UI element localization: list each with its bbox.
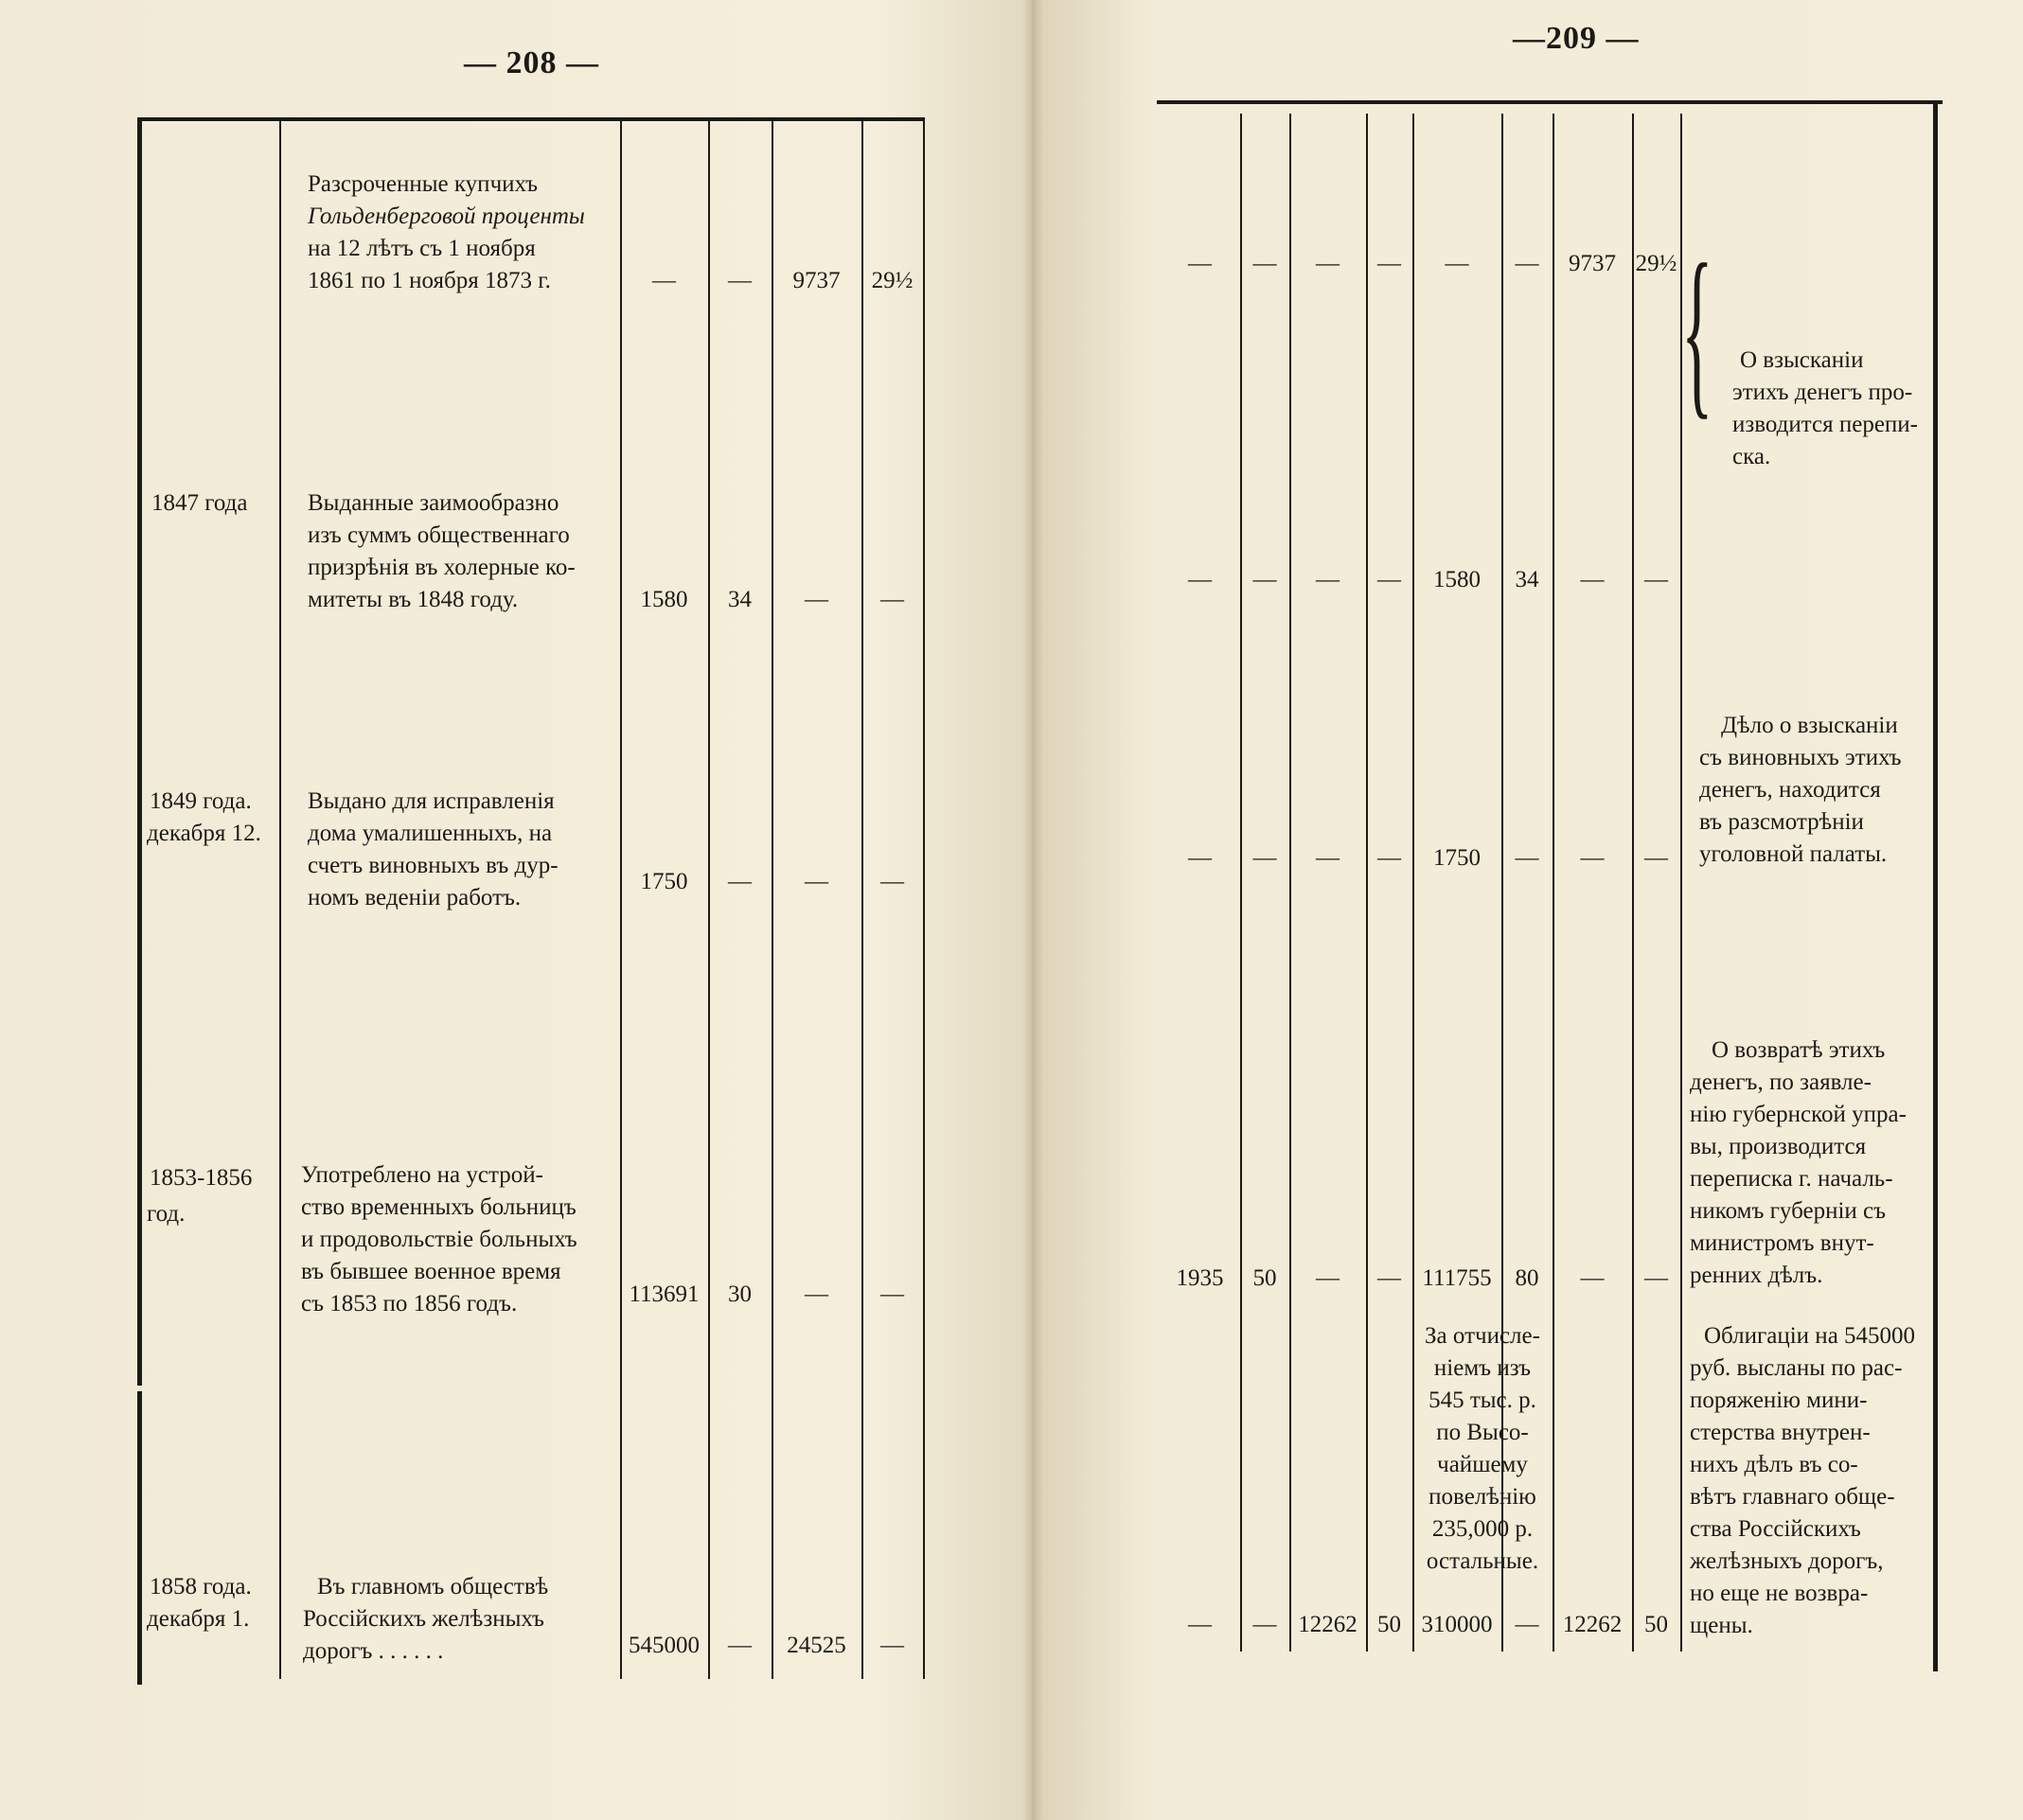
remark-4-line-10: щены.	[1690, 1613, 1753, 1638]
left-row-4-desc-1: Употреблено на устрой-	[301, 1162, 543, 1188]
right-row-2-c6: 34	[1515, 567, 1539, 592]
right-row-2-c3: —	[1316, 567, 1340, 592]
right-row-2-c8: —	[1644, 567, 1668, 592]
right-row-4-c8: —	[1644, 1265, 1668, 1291]
remark-brace: {	[1681, 226, 1713, 435]
right-row-5-c7: 12262	[1562, 1612, 1623, 1637]
right-note-line-1: За отчисле-	[1425, 1323, 1540, 1349]
remark-2-line-4: въ разсмотрѣніи	[1699, 809, 1864, 835]
left-row-3-capital2: —	[805, 869, 828, 894]
right-page-number: —209 —	[1513, 21, 1640, 56]
right-row-1-c1: —	[1188, 251, 1212, 276]
right-row-4-c3: —	[1316, 1265, 1340, 1291]
remark-4-line-5: нихъ дѣлъ въ со-	[1690, 1452, 1858, 1477]
left-row-3-desc-4: номъ веденіи работъ.	[308, 885, 522, 910]
left-row-2-capital2: —	[805, 587, 828, 612]
right-row-1-c6: —	[1515, 251, 1539, 276]
left-row-4-desc-3: и продовольствіе больныхъ	[301, 1227, 577, 1252]
left-row-3-desc-2: дома умалишенныхъ, на	[308, 821, 553, 846]
remark-2-line-5: уголовной палаты.	[1699, 841, 1888, 867]
left-row-4-date2: год.	[147, 1201, 186, 1227]
right-row-4-c5: 111755	[1422, 1265, 1492, 1291]
left-row-4-desc-4: въ бывшее военное время	[301, 1259, 561, 1284]
left-row-3-date2: декабря 12.	[147, 821, 261, 846]
left-row-3-date: 1849 года.	[150, 788, 252, 814]
remark-1-line-4: ска.	[1732, 444, 1771, 469]
left-row-5-desc-3: дорогъ . . . . . .	[303, 1638, 444, 1664]
remark-2-line-3: денегъ, находится	[1699, 777, 1881, 803]
remark-2-line-1: Дѣло о взысканіи	[1721, 713, 1898, 738]
right-row-4-c7: —	[1580, 1265, 1605, 1291]
right-row-2-c5: 1580	[1433, 567, 1481, 592]
left-page-number: — 208 —	[464, 45, 599, 80]
remark-3-line-5: переписка г. началь-	[1690, 1166, 1893, 1192]
remark-3-line-6: никомъ губерніи съ	[1690, 1198, 1887, 1224]
left-row-5-interest2: —	[880, 1633, 904, 1658]
right-row-2-c7: —	[1580, 567, 1605, 592]
left-table-top-rule	[137, 117, 923, 121]
right-col-divider-6	[1553, 114, 1554, 1652]
left-row-5-date: 1858 года.	[150, 1574, 252, 1599]
right-row-5-c2: —	[1252, 1612, 1277, 1637]
right-row-4-c1: 1935	[1176, 1265, 1224, 1291]
left-row-1-capital2: 9737	[792, 268, 841, 293]
left-row-5-capital2: 24525	[787, 1633, 846, 1658]
remark-4-line-9: но еще не возвра-	[1690, 1581, 1869, 1606]
right-col-divider-3	[1366, 114, 1368, 1652]
remark-4-line-3: поряженію мини-	[1690, 1387, 1868, 1413]
right-note-line-3: 545 тыс. р.	[1429, 1387, 1536, 1413]
left-col-divider-date	[279, 117, 281, 1679]
right-row-3-c6: —	[1515, 845, 1539, 871]
right-note-line-5: чайшему	[1437, 1452, 1528, 1477]
right-row-2-c4: —	[1377, 567, 1401, 592]
right-note-line-7: 235,000 р.	[1431, 1516, 1534, 1542]
right-row-5-c3: 12262	[1298, 1612, 1358, 1637]
left-col-divider-capital2	[861, 117, 863, 1679]
right-row-4-c2: 50	[1252, 1265, 1277, 1291]
left-row-2-capital: 1580	[640, 587, 688, 612]
left-row-1-capital: —	[652, 268, 676, 293]
right-row-5-c5: 310000	[1421, 1612, 1493, 1637]
right-note-line-8: остальные.	[1426, 1548, 1539, 1574]
remark-3-line-8: ренних дѣлъ.	[1690, 1263, 1823, 1288]
left-row-1-desc-2: Гольденберговой проценты	[308, 203, 585, 229]
remark-1-line-1: О взысканіи	[1740, 347, 1864, 373]
right-row-5-c4: 50	[1377, 1612, 1401, 1637]
right-row-5-c1: —	[1188, 1612, 1212, 1637]
left-row-5-desc-2: Россійскихъ желѣзныхъ	[303, 1606, 544, 1632]
right-row-1-c4: —	[1377, 251, 1401, 276]
right-row-4-c4: —	[1377, 1265, 1401, 1291]
right-row-3-c5: 1750	[1433, 845, 1481, 871]
left-row-5-interest: —	[728, 1633, 752, 1658]
left-row-2-desc-4: митеты въ 1848 году.	[308, 587, 519, 612]
right-row-5-c6: —	[1515, 1612, 1539, 1637]
left-row-1-interest: —	[728, 268, 752, 293]
left-row-5-desc-1: Въ главномъ обществѣ	[317, 1574, 549, 1599]
left-col-divider-interest2	[923, 117, 925, 1679]
left-row-2-desc-2: изъ суммъ общественнаго	[308, 522, 570, 548]
left-row-1-desc-3: на 12 лѣтъ съ 1 ноября	[308, 236, 536, 261]
right-row-5-c8: 50	[1644, 1612, 1668, 1637]
remark-4-line-4: стерства внутрен-	[1690, 1420, 1871, 1445]
right-row-3-c1: —	[1188, 845, 1212, 871]
right-note-line-4: по Высо-	[1436, 1420, 1529, 1445]
left-col-divider-interest	[772, 117, 773, 1679]
left-row-4-capital: 113691	[629, 1281, 700, 1307]
book-gutter	[1022, 0, 1043, 1820]
left-col-divider-desc	[620, 117, 622, 1679]
right-col-divider-2	[1289, 114, 1291, 1652]
right-row-2-c2: —	[1252, 567, 1277, 592]
left-row-4-desc-2: ство временныхъ больницъ	[301, 1194, 577, 1220]
remark-4-line-1: Облигаціи на 545000	[1704, 1323, 1916, 1349]
remark-4-line-7: ства Россійскихъ	[1690, 1516, 1861, 1542]
right-row-1-c8: 29½	[1635, 251, 1677, 276]
right-row-2-c1: —	[1188, 567, 1212, 592]
right-row-1-c7: 9737	[1569, 251, 1616, 276]
right-col-divider-1	[1240, 114, 1242, 1652]
left-row-3-desc-3: счетъ виновныхъ въ дур-	[308, 853, 559, 878]
right-row-4-c6: 80	[1515, 1265, 1539, 1291]
remark-3-line-3: нію губернской упра-	[1690, 1102, 1907, 1127]
left-row-1-desc-4: 1861 по 1 ноября 1873 г.	[308, 268, 551, 293]
remark-3-line-1: О возвратѣ этихъ	[1712, 1037, 1886, 1063]
remark-1-line-2: этихъ денегъ про-	[1732, 380, 1913, 405]
left-row-4-capital2: —	[805, 1281, 828, 1307]
remark-4-line-8: желѣзныхъ дорогъ,	[1690, 1548, 1884, 1574]
left-row-2-desc-3: призрѣнія въ холерные ко-	[308, 555, 576, 580]
remark-3-line-7: министромъ внут-	[1690, 1230, 1874, 1256]
left-row-2-interest2: —	[880, 587, 904, 612]
remark-3-line-4: вы, производится	[1690, 1134, 1867, 1159]
right-row-3-c2: —	[1252, 845, 1277, 871]
left-row-4-desc-5: съ 1853 по 1856 годъ.	[301, 1291, 518, 1316]
left-row-5-date2: декабря 1.	[147, 1606, 250, 1632]
right-row-1-c3: —	[1316, 251, 1340, 276]
left-table-border-left-lower	[137, 1391, 142, 1685]
right-col-divider-7	[1632, 114, 1634, 1652]
remark-1-line-3: изводится перепи-	[1732, 412, 1918, 437]
right-table-top-rule	[1157, 100, 1943, 104]
left-table-border-left	[137, 117, 142, 1386]
right-row-3-c4: —	[1377, 845, 1401, 871]
left-row-1-desc-1: Разсроченные купчихъ	[308, 171, 538, 197]
remark-3-line-2: денегъ, по заявле-	[1690, 1069, 1872, 1095]
right-table-border-right	[1933, 100, 1938, 1671]
left-row-4-date: 1853-1856	[150, 1165, 253, 1191]
left-row-2-interest: 34	[728, 587, 752, 612]
left-col-divider-capital	[708, 117, 710, 1679]
left-row-3-desc-1: Выдано для исправленія	[308, 788, 555, 814]
right-row-1-c5: —	[1445, 251, 1469, 276]
left-row-5-capital: 545000	[629, 1633, 700, 1658]
left-row-3-interest: —	[728, 869, 752, 894]
remark-4-line-2: руб. высланы по рас-	[1690, 1355, 1903, 1381]
right-row-1-c2: —	[1252, 251, 1277, 276]
right-row-3-c7: —	[1580, 845, 1605, 871]
left-row-4-interest2: —	[880, 1281, 904, 1307]
remark-4-line-6: вѣтъ главнаго обще-	[1690, 1484, 1895, 1510]
right-row-3-c8: —	[1644, 845, 1668, 871]
right-row-3-c3: —	[1316, 845, 1340, 871]
left-row-3-interest2: —	[880, 869, 904, 894]
left-row-1-interest2: 29½	[871, 268, 914, 293]
right-note-line-6: повелѣнію	[1429, 1484, 1536, 1510]
left-row-2-desc-1: Выданные заимообразно	[308, 490, 559, 516]
left-row-3-capital: 1750	[640, 869, 688, 894]
remark-2-line-2: съ виновныхъ этихъ	[1699, 745, 1902, 770]
right-note-line-2: ніемъ изъ	[1433, 1355, 1532, 1381]
left-row-2-date: 1847 года	[151, 490, 248, 516]
left-row-4-interest: 30	[728, 1281, 752, 1307]
